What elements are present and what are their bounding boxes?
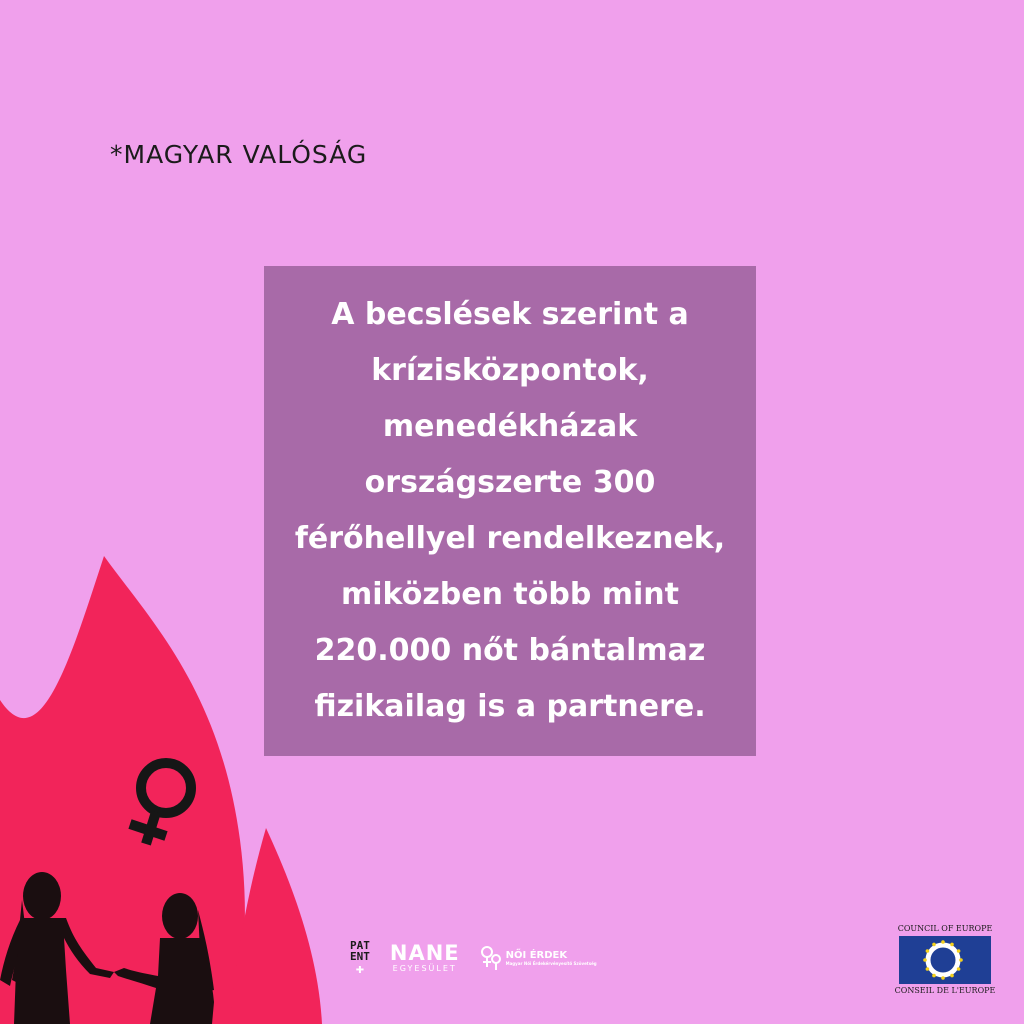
quote-line: menedékházak: [382, 409, 638, 444]
quote-line: fizikailag is a partnere.: [314, 689, 706, 724]
council-of-europe-logo: [894, 924, 996, 996]
coe-top-label: COUNCIL OF EUROPE: [897, 924, 993, 933]
quote-line: 220.000 nőt bántalmaz: [314, 633, 706, 668]
female-symbols-icon: [480, 945, 502, 971]
page-kicker: *MAGYAR VALÓSÁG: [110, 140, 368, 169]
patent-logo: [350, 940, 370, 976]
quote-line: miközben több mint: [341, 577, 679, 612]
quote-line: krízisközpontok,: [371, 353, 649, 388]
nane-logo: [390, 942, 460, 974]
quote-line: A becslések szerint a: [331, 297, 689, 332]
eu-stars-icon: [899, 936, 991, 984]
quote-line: országszerte 300: [364, 465, 656, 500]
partner-logos: [350, 940, 597, 976]
plus-icon: ✚: [355, 961, 365, 977]
coe-bottom-label: CONSEIL DE L'EUROPE: [894, 986, 996, 995]
quote-line: férőhellyel rendelkeznek,: [294, 521, 726, 556]
coe-flag: [899, 936, 991, 984]
nane-logo-sub: EGYESÜLET: [392, 964, 457, 973]
flame-illustration: [0, 540, 330, 1024]
noi-erdek-logo: [480, 945, 597, 971]
nane-logo-name: NANE: [389, 941, 460, 965]
patent-logo-line2: ENT: [350, 950, 370, 963]
noi-erdek-logo-sub: Magyar Női Érdekérvényesítő Szövetség: [505, 961, 597, 966]
patent-logo-line1: PAT: [350, 939, 370, 952]
small-flame-shape: [230, 828, 322, 1024]
noi-erdek-logo-name: NŐI ÉRDEK: [505, 950, 568, 961]
quote-text: [270, 287, 750, 735]
quote-box: [264, 266, 756, 756]
